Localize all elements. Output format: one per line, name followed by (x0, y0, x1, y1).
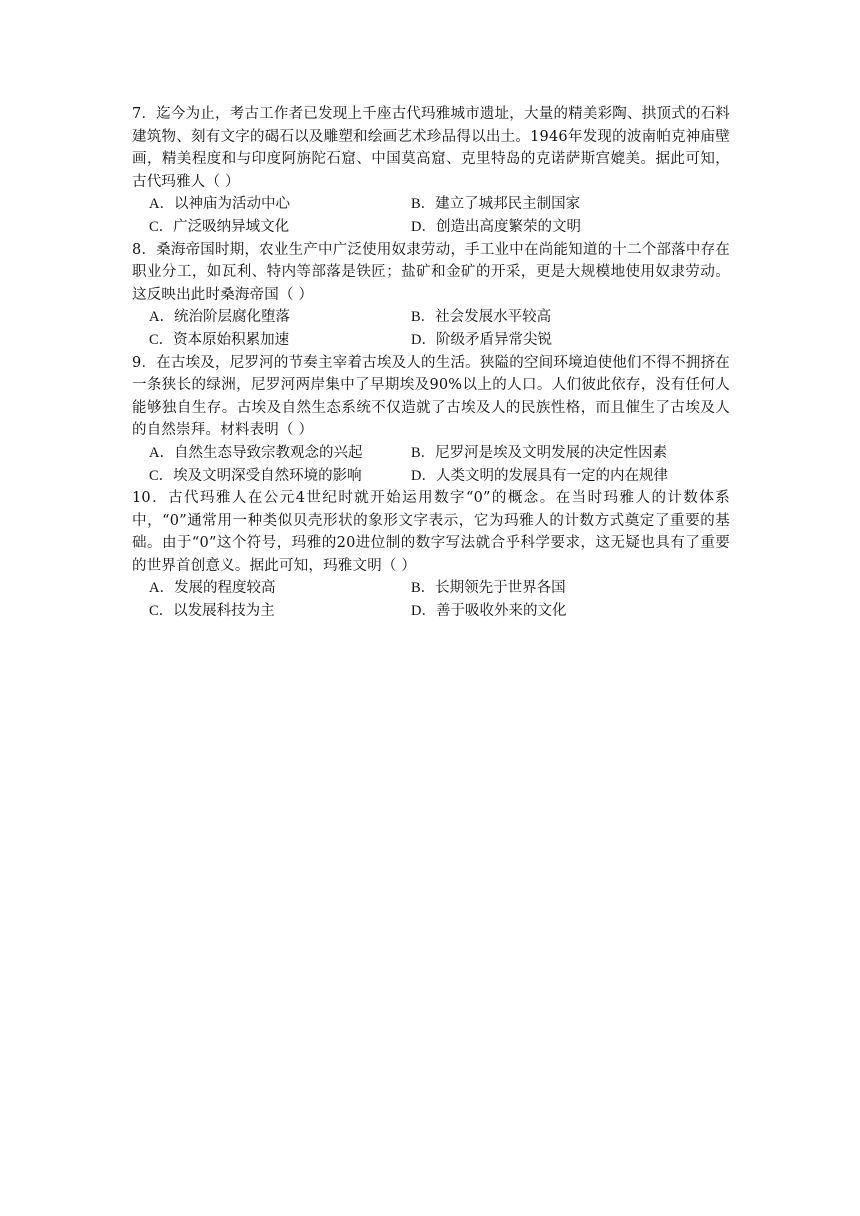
option-c (149, 216, 411, 239)
option-letter: B． (411, 444, 436, 461)
option-a (149, 577, 411, 600)
option-text: 发展的程度较高 (173, 580, 276, 597)
option-letter: B． (411, 580, 436, 597)
option-text: 建立了城邦民主制国家 (435, 196, 581, 213)
option-d (411, 329, 711, 352)
option-a (149, 306, 411, 329)
option-letter: B． (411, 309, 436, 326)
option-letter: A． (149, 444, 174, 461)
option-letter: C． (149, 331, 174, 348)
question-7 (132, 103, 730, 239)
option-letter: A． (149, 196, 174, 213)
question-stem: 7．迄今为止，考古工作者已发现上千座古代玛雅城市遗址，大量的精美彩陶、拱顶式的石料建筑物、刻有文字的碣石以及雕塑和绘画艺术珍品得以出土。1946年发现的波南帕克神庙壁画，精美程度和与印度阿旃陀石窟、中国莫高窟、克里特岛的克诺萨斯宫媲美。据此可知，古代玛雅人（ ） (132, 106, 730, 190)
option-letter: A． (149, 580, 174, 597)
option-letter: D． (411, 218, 436, 235)
option-b (411, 442, 711, 465)
option-d (411, 216, 711, 239)
option-text: 创造出高度繁荣的文明 (435, 218, 581, 235)
option-letter: C． (149, 467, 174, 484)
option-text: 统治阶层腐化堕落 (173, 309, 290, 326)
question-8 (132, 239, 730, 352)
option-text: 埃及文明深受自然环境的影响 (173, 467, 362, 484)
option-text: 尼罗河是埃及文明发展的决定性因素 (435, 444, 668, 461)
option-text: 社会发展水平较高 (435, 309, 552, 326)
option-letter: A． (149, 309, 174, 326)
option-a (149, 442, 411, 465)
option-text: 阶级矛盾异常尖锐 (435, 331, 552, 348)
option-d (411, 465, 711, 488)
option-c (149, 329, 411, 352)
question-stem: 9．在古埃及，尼罗河的节奏主宰着古埃及人的生活。狭隘的空间环境迫使他们不得不拥挤在一条狭长的绿洲，尼罗河两岸集中了早期埃及90%以上的人口。人们彼此依存，没有任何人能够独自生存。古埃及自然生态系统不仅造就了古埃及人的民族性格，而且催生了古埃及人的自然崇拜。材料表明（ ） (132, 354, 730, 439)
option-text: 长期领先于世界各国 (435, 580, 566, 597)
option-letter: D． (411, 331, 436, 348)
question-stem: 10．古代玛雅人在公元4世纪时就开始运用数字“0”的概念。在当时玛雅人的计数体系中，“0”通常用一种类似贝壳形状的象形文字表示，它为玛雅人的计数方式奠定了重要的基础。由于“0”这个符号，玛雅的20进位制的数字写法就合乎科学要求，这无疑也具有了重要的世界首创意义。据此可知，玛雅文明（ ） (132, 490, 730, 574)
option-list (132, 193, 730, 238)
option-text: 以发展科技为主 (173, 603, 275, 620)
option-list (132, 306, 730, 351)
question-10 (132, 487, 730, 623)
option-letter: C． (149, 218, 174, 235)
option-b (411, 306, 711, 329)
option-b (411, 577, 711, 600)
option-b (411, 193, 711, 216)
question-stem: 8．桑海帝国时期，农业生产中广泛使用奴隶劳动，手工业中在尚能知道的十二个部落中存在职业分工，如瓦利、特内等部落是铁匠；盐矿和金矿的开采，更是大规模地使用奴隶劳动。这反映出此时桑海帝国（ ） (132, 241, 730, 303)
option-c (149, 465, 411, 488)
option-d (411, 600, 711, 623)
option-text: 自然生态导致宗教观念的兴起 (173, 444, 363, 461)
option-letter: B． (411, 196, 436, 213)
option-text: 资本原始积累加速 (173, 331, 290, 348)
option-text: 善于吸收外来的文化 (435, 603, 567, 620)
option-a (149, 193, 411, 216)
option-letter: C． (149, 603, 174, 620)
option-letter: D． (411, 603, 436, 620)
question-9 (132, 352, 730, 488)
option-text: 以神庙为活动中心 (173, 196, 290, 213)
option-list (132, 577, 730, 622)
option-letter: D． (411, 467, 436, 484)
option-list (132, 442, 730, 487)
option-text: 广泛吸纳异域文化 (173, 218, 290, 235)
option-c (149, 600, 411, 623)
exam-page (132, 103, 730, 623)
option-text: 人类文明的发展具有一定的内在规律 (435, 467, 668, 484)
